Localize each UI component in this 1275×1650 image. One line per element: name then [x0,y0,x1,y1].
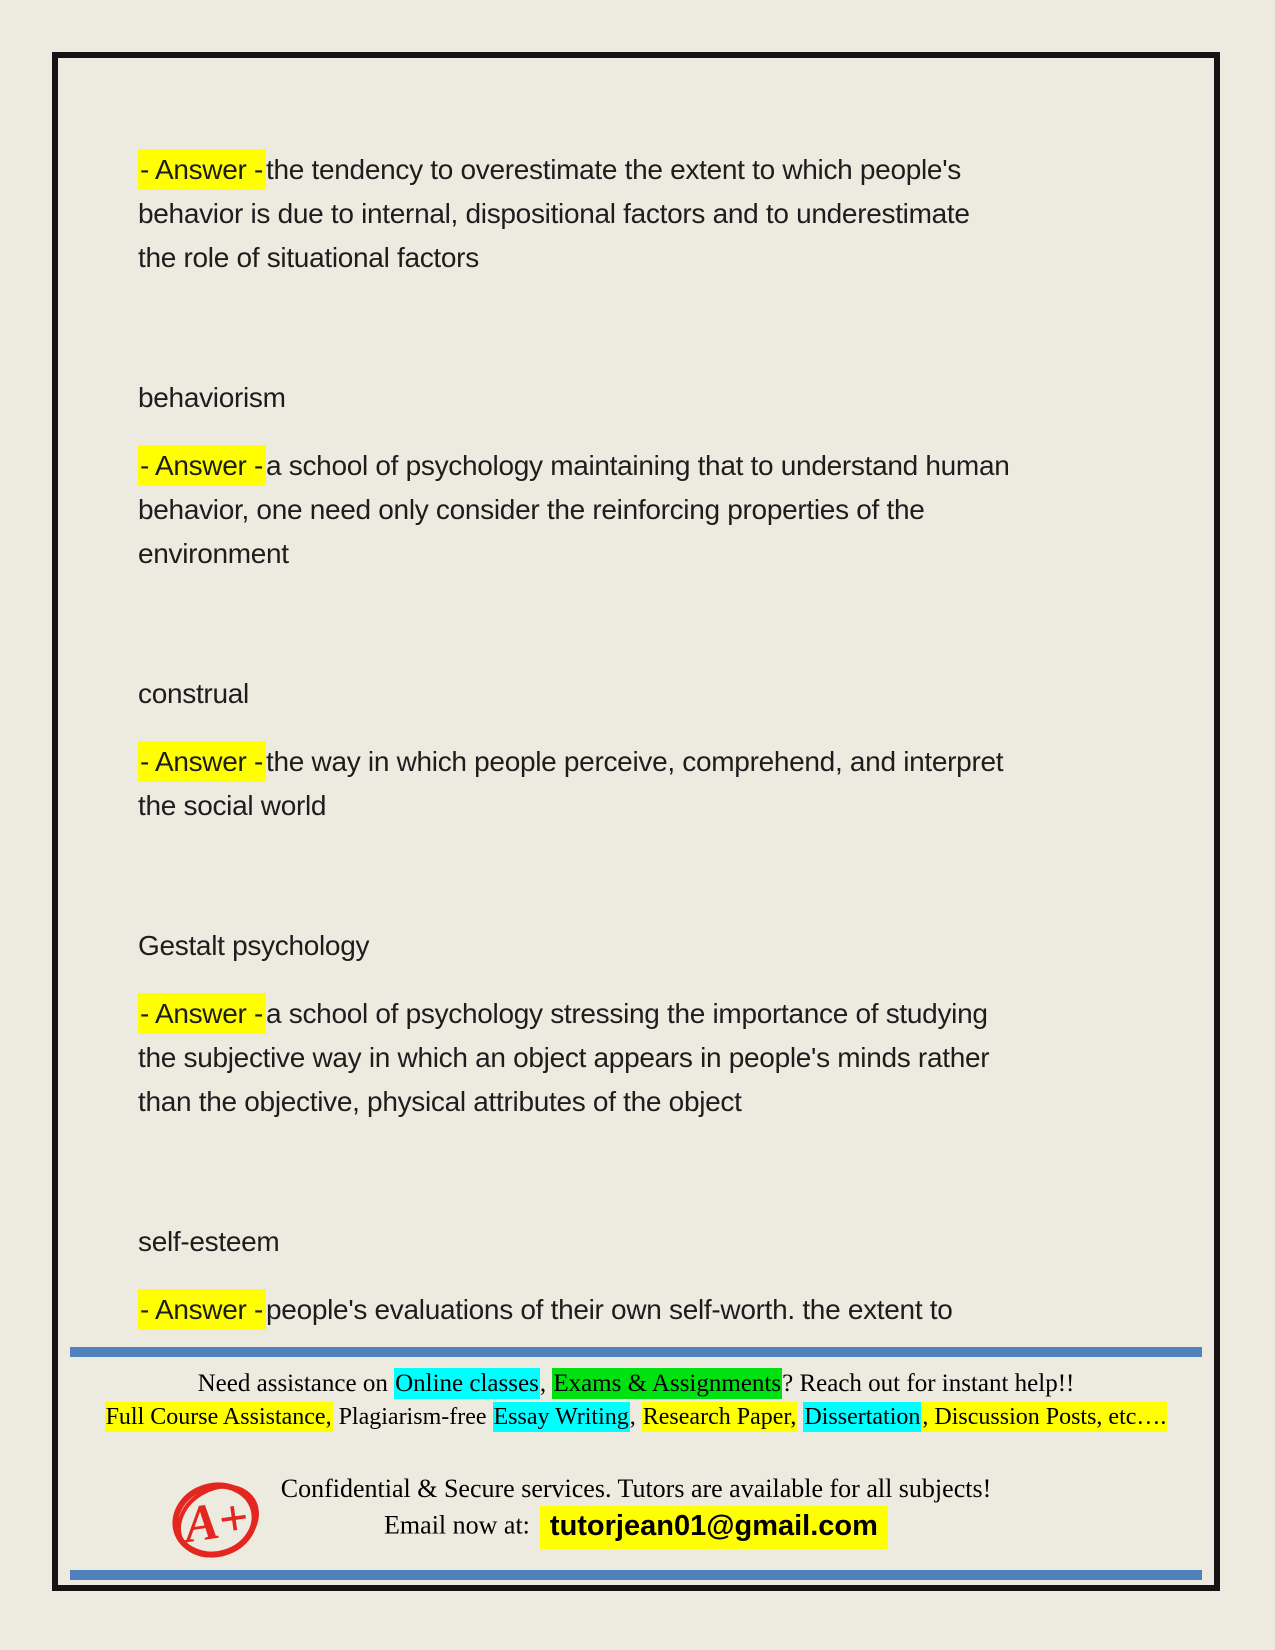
logo-text: A+ [180,1488,253,1555]
answer-line: the role of situational factors [138,242,479,273]
email-address: tutorjean01@gmail.com [540,1506,888,1549]
answer-marker-highlight: - Answer - [138,993,266,1034]
answer-paragraph [138,148,1138,280]
answer-paragraph [138,444,1138,576]
answer-line [138,992,1138,1036]
answer-line: behavior is due to internal, dispositional factors and to underestimate [138,198,970,229]
answer-paragraph [138,1288,1138,1332]
answer-text: people's evaluations of their own self-worth. the extent to [266,1294,953,1325]
answer-line [138,148,1138,192]
answer-text: a school of psychology stressing the importance of studying [266,998,988,1029]
term-construal: construal [138,678,249,709]
term-behaviorism: behaviorism [138,382,286,413]
highlight-online-classes: Online classes [395,1370,539,1397]
highlight-exams-assignments: Exams & Assignments [553,1370,782,1397]
footer-top-divider [70,1347,1202,1357]
answer-marker-highlight: - Answer - [138,1289,266,1330]
answer-marker-highlight: - Answer - [138,445,266,486]
body-text [138,148,1138,1332]
footer-text: , [539,1370,553,1397]
email-label: Email now at: [384,1510,530,1540]
highlight-discussion-posts: , Discussion Posts, etc…. [922,1404,1167,1430]
footer-help-line [58,1370,1214,1398]
answer-line: behavior, one need only consider the reinforcing properties of the [138,494,925,525]
highlight-dissertation: Dissertation [804,1404,921,1430]
answer-paragraph [138,740,1138,828]
highlight-research-paper: Research Paper, [642,1404,797,1430]
page-border [52,52,1220,1591]
footer-text: , [629,1404,642,1430]
highlight-full-course-assistance: Full Course Assistance, [105,1404,332,1430]
answer-line: the social world [138,790,327,821]
answer-line [138,740,1138,784]
footer-text: Need assistance on [197,1370,395,1397]
answer-text: a school of psychology maintaining that to understand human [266,450,1010,481]
footer-confidential-line: Confidential & Secure services. Tutors are available for all subjects! [280,1474,992,1503]
footer-bottom-divider [70,1570,1202,1580]
term-self-esteem: self-esteem [138,1226,280,1257]
answer-line [138,444,1138,488]
answer-line: than the objective, physical attributes of the object [138,1086,742,1117]
answer-text: the way in which people perceive, comprehend, and interpret [266,746,1004,777]
answer-text: the tendency to overestimate the extent to which people's [266,154,961,185]
answer-paragraph [138,992,1138,1124]
answer-marker-highlight: - Answer - [138,149,266,190]
term-gestalt-psychology: Gestalt psychology [138,930,370,961]
answer-line: environment [138,538,289,569]
footer-email-line [58,1506,1214,1549]
answer-line: the subjective way in which an object appears in people's minds rather [138,1042,990,1073]
footer-services-list [58,1404,1214,1431]
highlight-essay-writing: Essay Writing [493,1404,629,1430]
footer-text: Plagiarism-free [332,1404,493,1430]
answer-line [138,1288,1138,1332]
answer-marker-highlight: - Answer - [138,741,266,782]
footer-text: ? Reach out for instant help!! [782,1370,1075,1397]
